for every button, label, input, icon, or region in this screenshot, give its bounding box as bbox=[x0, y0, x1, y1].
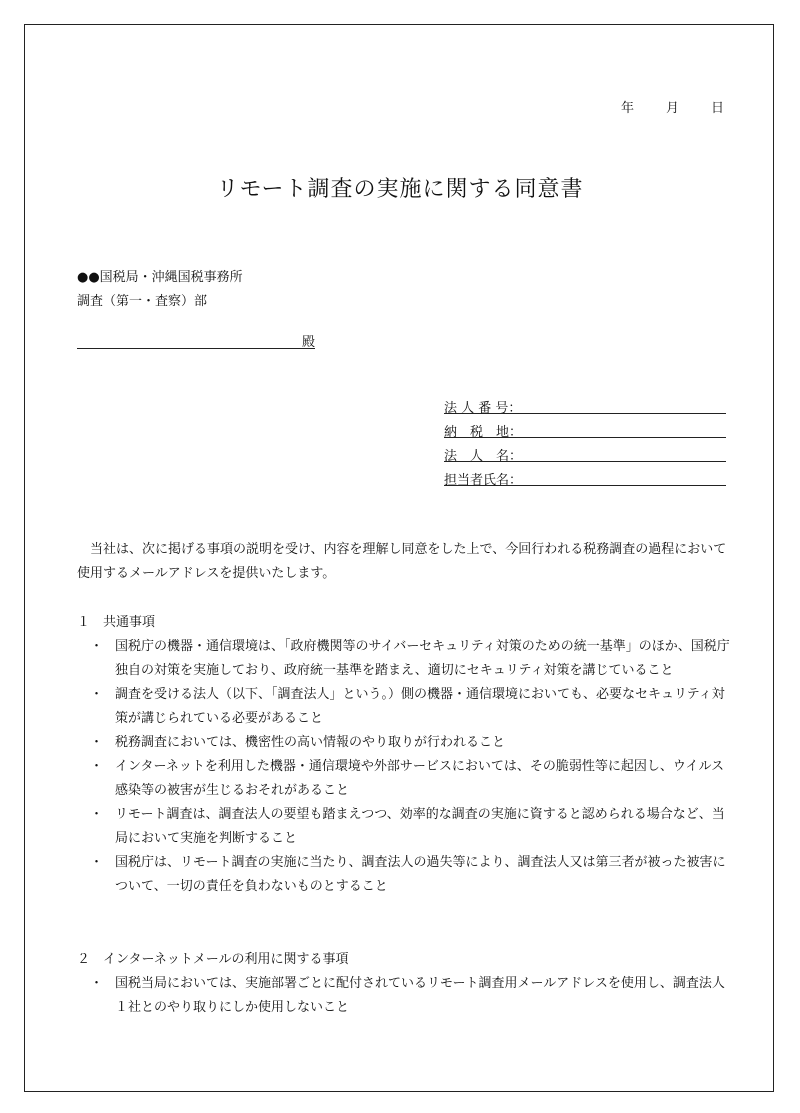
corporate-name-field bbox=[444, 443, 726, 462]
list-item: ・ 国税当局においては、実施部署ごとに配付されているリモート調査用メールアドレスを使用し、調査法人１社とのやり取りにしか使用しないこと bbox=[90, 976, 725, 1015]
section-1-items bbox=[92, 635, 732, 899]
tax-location-field bbox=[444, 419, 726, 438]
list-item: ・ 国税庁は、リモート調査の実施に当たり、調査法人の過失等により、調査法人又は第三者が被った被害について、一切の責任を負わないものとすること bbox=[90, 855, 726, 894]
addressee-department: 調査（第一・査察）部 bbox=[77, 294, 208, 309]
document-title: リモート調査の実施に関する同意書 bbox=[216, 177, 584, 202]
date-day: 日 bbox=[710, 101, 724, 116]
section-2-items bbox=[92, 972, 732, 1020]
list-item: ・ 調査を受ける法人（以下、「調査法人」という。）側の機器・通信環境においても、必要なセキュリティ対策が講じられている必要があること bbox=[90, 687, 725, 726]
intro-paragraph: 当社は、次に掲げる事項の説明を受け、内容を理解し同意をした上で、今回行われる税務調査の過程において使用するメールアドレスを提供いたします。 bbox=[77, 542, 727, 581]
addressee-office: ●●国税局・沖縄国税事務所 bbox=[77, 270, 243, 285]
date-year: 年 bbox=[620, 101, 634, 116]
contact-person-label: 担当者氏名： bbox=[444, 473, 523, 488]
list-item: ・ 税務調査においては、機密性の高い情報のやり取りが行われること bbox=[90, 735, 506, 750]
addressee-name-line bbox=[77, 330, 315, 349]
tax-location-label: 納 税 地： bbox=[444, 425, 523, 440]
date-line bbox=[621, 97, 724, 116]
contact-person-field bbox=[444, 467, 726, 486]
date-month: 月 bbox=[665, 101, 679, 116]
corporate-name-label: 法 人 名： bbox=[444, 449, 523, 464]
list-item: ・ リモート調査は、調査法人の要望も踏まえつつ、効率的な調査の実施に資すると認められる場合など、当局において実施を判断すること bbox=[90, 807, 725, 846]
list-item: ・ インターネットを利用した機器・通信環境や外部サービスにおいては、その脆弱性等に起因し、ウイルス感染等の被害が生じるおそれがあること bbox=[90, 759, 725, 798]
corporate-number-label: 法 人 番 号： bbox=[444, 401, 522, 416]
section-heading: ２ インターネットメールの利用に関する事項 bbox=[77, 952, 349, 967]
list-item: ・ 国税庁の機器・通信環境は、「政府機関等のサイバーセキュリティ対策のための統一基準」のほか、国税庁独自の対策を実施しており、政府統一基準を踏まえ、適切にセキュリティ対策を講じていること bbox=[90, 639, 730, 678]
honorific: 殿 bbox=[301, 335, 315, 350]
corporate-number-field bbox=[444, 395, 726, 414]
section-heading: １ 共通事項 bbox=[77, 615, 156, 630]
